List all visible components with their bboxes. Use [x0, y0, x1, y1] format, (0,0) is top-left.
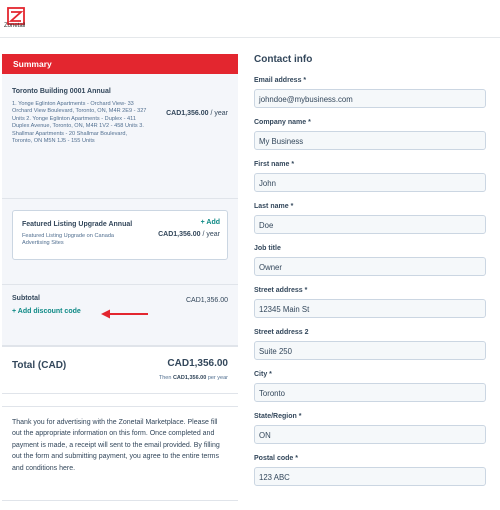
item-period: / year: [210, 110, 228, 117]
contact-form: [254, 54, 490, 497]
state-region-label: State/Region *: [254, 413, 302, 420]
field-company-name: [254, 119, 490, 150]
subtotal-label: Subtotal: [12, 295, 40, 302]
subtotal-value: CAD1,356.00: [185, 297, 228, 304]
upgrade-description: Featured Listing Upgrade on Canada Advertising Sites: [22, 233, 115, 247]
street-address-2-input[interactable]: Suite 250: [254, 341, 486, 360]
email-input[interactable]: johndoe@mybusiness.com: [254, 89, 486, 108]
last-name-label: Last name *: [254, 203, 294, 210]
terms-note: Thank you for advertising with the Zonetail Marketplace. Please fill out the appropriate information on this form. Once completed and payment is made, a receipt will sent to the email provided. By filling out the form and submitting payment, you agree to the entire terms and conditions here.: [12, 419, 220, 472]
field-first-name: [254, 161, 490, 192]
then-prefix: Then: [158, 375, 172, 381]
item-price-amount: CAD1,356.00: [166, 110, 209, 117]
subtotal-section: [2, 285, 238, 346]
city-label: City *: [254, 371, 272, 378]
upgrade-card: [12, 210, 228, 260]
first-name-input[interactable]: John: [254, 173, 486, 192]
field-street-address: [254, 287, 490, 318]
contact-info-title: Contact info: [254, 54, 313, 65]
upgrade-period: / year: [202, 231, 220, 238]
upgrade-name: Featured Listing Upgrade Annual: [22, 221, 133, 228]
upgrade-price-amount: CAD1,356.00: [158, 231, 201, 238]
then-suffix: per year: [207, 375, 228, 381]
field-email: [254, 77, 490, 108]
first-name-label: First name *: [254, 161, 295, 168]
field-state-region: [254, 413, 490, 444]
top-bar: [0, 0, 500, 38]
item-price: [166, 110, 228, 117]
job-title-label: Job title: [254, 245, 281, 252]
field-last-name: [254, 203, 490, 234]
summary-panel: [2, 54, 238, 501]
total-label: Total (CAD): [12, 360, 67, 371]
state-region-input[interactable]: ON: [254, 425, 486, 444]
field-postal-code: [254, 455, 490, 486]
company-name-input[interactable]: My Business: [254, 131, 486, 150]
upgrade-price: [158, 231, 220, 238]
add-discount-code-link[interactable]: + Add discount code: [12, 308, 81, 315]
street-address-label: Street address *: [254, 287, 308, 294]
field-city: [254, 371, 490, 402]
summary-item: [2, 74, 238, 199]
last-name-input[interactable]: Doe: [254, 215, 486, 234]
postal-code-input[interactable]: 123 ABC: [254, 467, 486, 486]
street-address-input[interactable]: 12345 Main St: [254, 299, 486, 318]
terms-note-section: [2, 406, 238, 501]
then-value: CAD1,356.00: [172, 375, 207, 381]
job-title-input[interactable]: Owner: [254, 257, 486, 276]
arrow-left-icon: [100, 309, 150, 319]
city-input[interactable]: Toronto: [254, 383, 486, 402]
email-label: Email address *: [254, 77, 307, 84]
field-street-address-2: [254, 329, 490, 360]
field-job-title: [254, 245, 490, 276]
item-name: Toronto Building 0001 Annual: [12, 88, 111, 95]
recurring-note: [159, 375, 228, 381]
add-upgrade-button[interactable]: + Add: [200, 219, 220, 226]
logo-text: Zonetail: [4, 23, 26, 29]
total-section: [2, 346, 238, 394]
upgrade-section: [2, 199, 238, 285]
item-description: 1. Yonge Eglinton Apartments - Orchard View- 33 Orchard View Boulevard, Toronto, ON, M4R 2E9 - 327 Units 2. Yonge Eglinton Apartments - Duplex - 411 Duplex Avenue, Toronto, ON, M4R 1V2 - 458 Units 3. Shallmar Apartments - 20 Shallmar Boulevard, Toronto, ON M5N 1J5 - 155 Units: [12, 101, 147, 145]
postal-code-label: Postal code *: [254, 455, 298, 462]
street-address-2-label: Street address 2: [254, 329, 309, 336]
total-value: CAD1,356.00: [167, 358, 228, 369]
summary-header: Summary: [2, 54, 238, 74]
company-name-label: Company name *: [254, 119, 311, 126]
